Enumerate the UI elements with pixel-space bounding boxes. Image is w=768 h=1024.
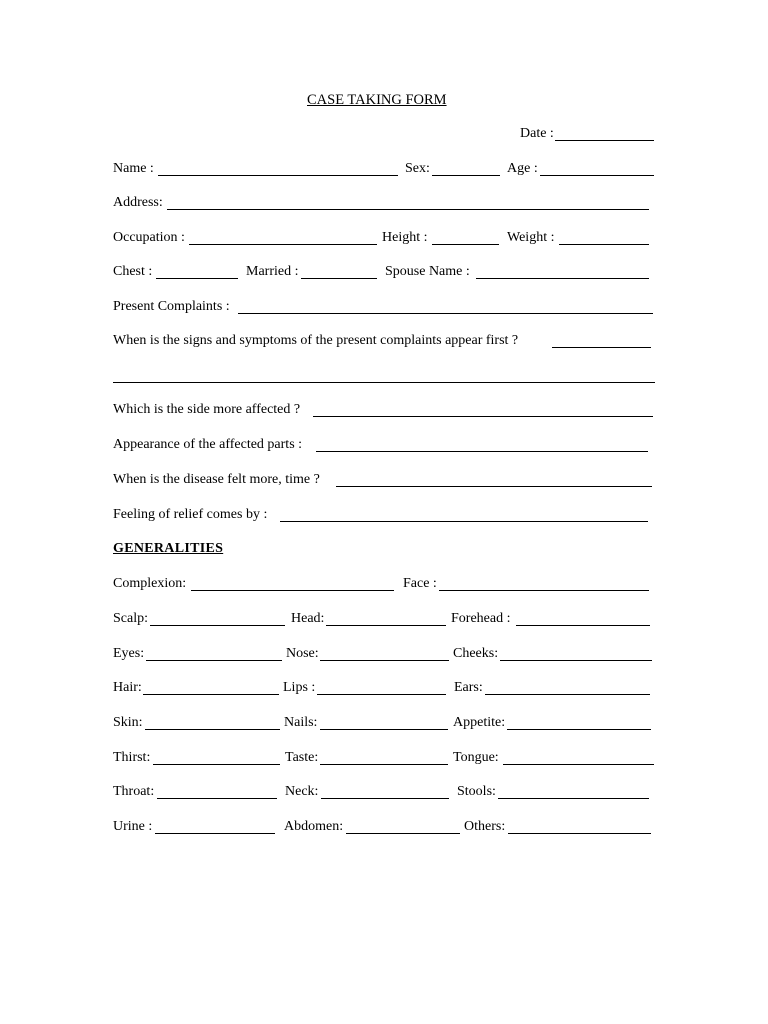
relief-field[interactable]: [280, 521, 648, 522]
forehead-label: Forehead :: [451, 611, 511, 626]
present-complaints-label: Present Complaints :: [113, 299, 230, 314]
name-label: Name :: [113, 161, 154, 176]
weight-field[interactable]: [559, 244, 649, 245]
present-complaints-field[interactable]: [238, 313, 653, 314]
nails-label: Nails:: [284, 715, 318, 730]
nose-label: Nose:: [286, 646, 319, 661]
generalities-heading: GENERALITIES: [113, 541, 224, 556]
eyes-field[interactable]: [146, 660, 282, 661]
spouse-name-label: Spouse Name :: [385, 264, 470, 279]
sex-label: Sex:: [405, 161, 430, 176]
form-title: CASE TAKING FORM: [307, 92, 447, 108]
ears-label: Ears:: [454, 680, 483, 695]
age-label: Age :: [507, 161, 538, 176]
married-field[interactable]: [301, 278, 377, 279]
lips-label: Lips :: [283, 680, 316, 695]
stools-field[interactable]: [498, 798, 649, 799]
tongue-label: Tongue:: [453, 750, 499, 765]
date-label: Date :: [520, 126, 554, 141]
head-label: Head:: [291, 611, 325, 626]
complexion-field[interactable]: [191, 590, 394, 591]
disease-time-field[interactable]: [336, 486, 652, 487]
address-field[interactable]: [167, 209, 649, 210]
thirst-field[interactable]: [153, 764, 280, 765]
married-label: Married :: [246, 264, 299, 279]
skin-field[interactable]: [145, 729, 280, 730]
occupation-field[interactable]: [189, 244, 377, 245]
abdomen-field[interactable]: [346, 833, 460, 834]
neck-label: Neck:: [285, 784, 319, 799]
scalp-field[interactable]: [150, 625, 285, 626]
skin-label: Skin:: [113, 715, 143, 730]
complexion-label: Complexion:: [113, 576, 187, 591]
cheeks-label: Cheeks:: [453, 646, 499, 661]
spouse-name-field[interactable]: [476, 278, 649, 279]
urine-label: Urine :: [113, 819, 153, 834]
others-label: Others:: [464, 819, 506, 834]
side-affected-field[interactable]: [313, 416, 653, 417]
hair-label: Hair:: [113, 680, 142, 695]
appetite-field[interactable]: [507, 729, 651, 730]
signs-first-label: When is the signs and symptoms of the present complaints appear first ?: [113, 333, 519, 348]
cheeks-field[interactable]: [500, 660, 652, 661]
taste-label: Taste:: [285, 750, 319, 765]
side-affected-label: Which is the side more affected ?: [113, 402, 301, 417]
appearance-label: Appearance of the affected parts :: [113, 437, 303, 452]
tongue-field[interactable]: [503, 764, 654, 765]
face-label: Face :: [403, 576, 437, 591]
chest-field[interactable]: [156, 278, 238, 279]
height-field[interactable]: [432, 244, 499, 245]
face-field[interactable]: [439, 590, 649, 591]
signs-first-field[interactable]: [552, 347, 651, 348]
nose-field[interactable]: [320, 660, 449, 661]
head-field[interactable]: [326, 625, 446, 626]
address-label: Address:: [113, 195, 163, 210]
hair-field[interactable]: [143, 694, 279, 695]
others-field[interactable]: [508, 833, 651, 834]
appearance-field[interactable]: [316, 451, 648, 452]
nails-field[interactable]: [320, 729, 448, 730]
urine-field[interactable]: [155, 833, 275, 834]
occupation-label: Occupation :: [113, 230, 185, 245]
weight-label: Weight :: [507, 230, 555, 245]
scalp-label: Scalp:: [113, 611, 148, 626]
name-field[interactable]: [158, 175, 398, 176]
chest-label: Chest :: [113, 264, 153, 279]
sex-field[interactable]: [432, 175, 500, 176]
signs-first-field-line-2[interactable]: [113, 382, 655, 383]
date-field[interactable]: [555, 140, 654, 141]
throat-label: Throat:: [113, 784, 155, 799]
relief-label: Feeling of relief comes by :: [113, 507, 268, 522]
neck-field[interactable]: [321, 798, 449, 799]
stools-label: Stools:: [457, 784, 496, 799]
ears-field[interactable]: [485, 694, 650, 695]
height-label: Height :: [382, 230, 428, 245]
forehead-field[interactable]: [516, 625, 650, 626]
eyes-label: Eyes:: [113, 646, 145, 661]
taste-field[interactable]: [320, 764, 448, 765]
lips-field[interactable]: [317, 694, 446, 695]
disease-time-label: When is the disease felt more, time ?: [113, 472, 320, 487]
thirst-label: Thirst:: [113, 750, 151, 765]
throat-field[interactable]: [157, 798, 277, 799]
abdomen-label: Abdomen:: [284, 819, 344, 834]
age-field[interactable]: [540, 175, 654, 176]
appetite-label: Appetite:: [453, 715, 506, 730]
